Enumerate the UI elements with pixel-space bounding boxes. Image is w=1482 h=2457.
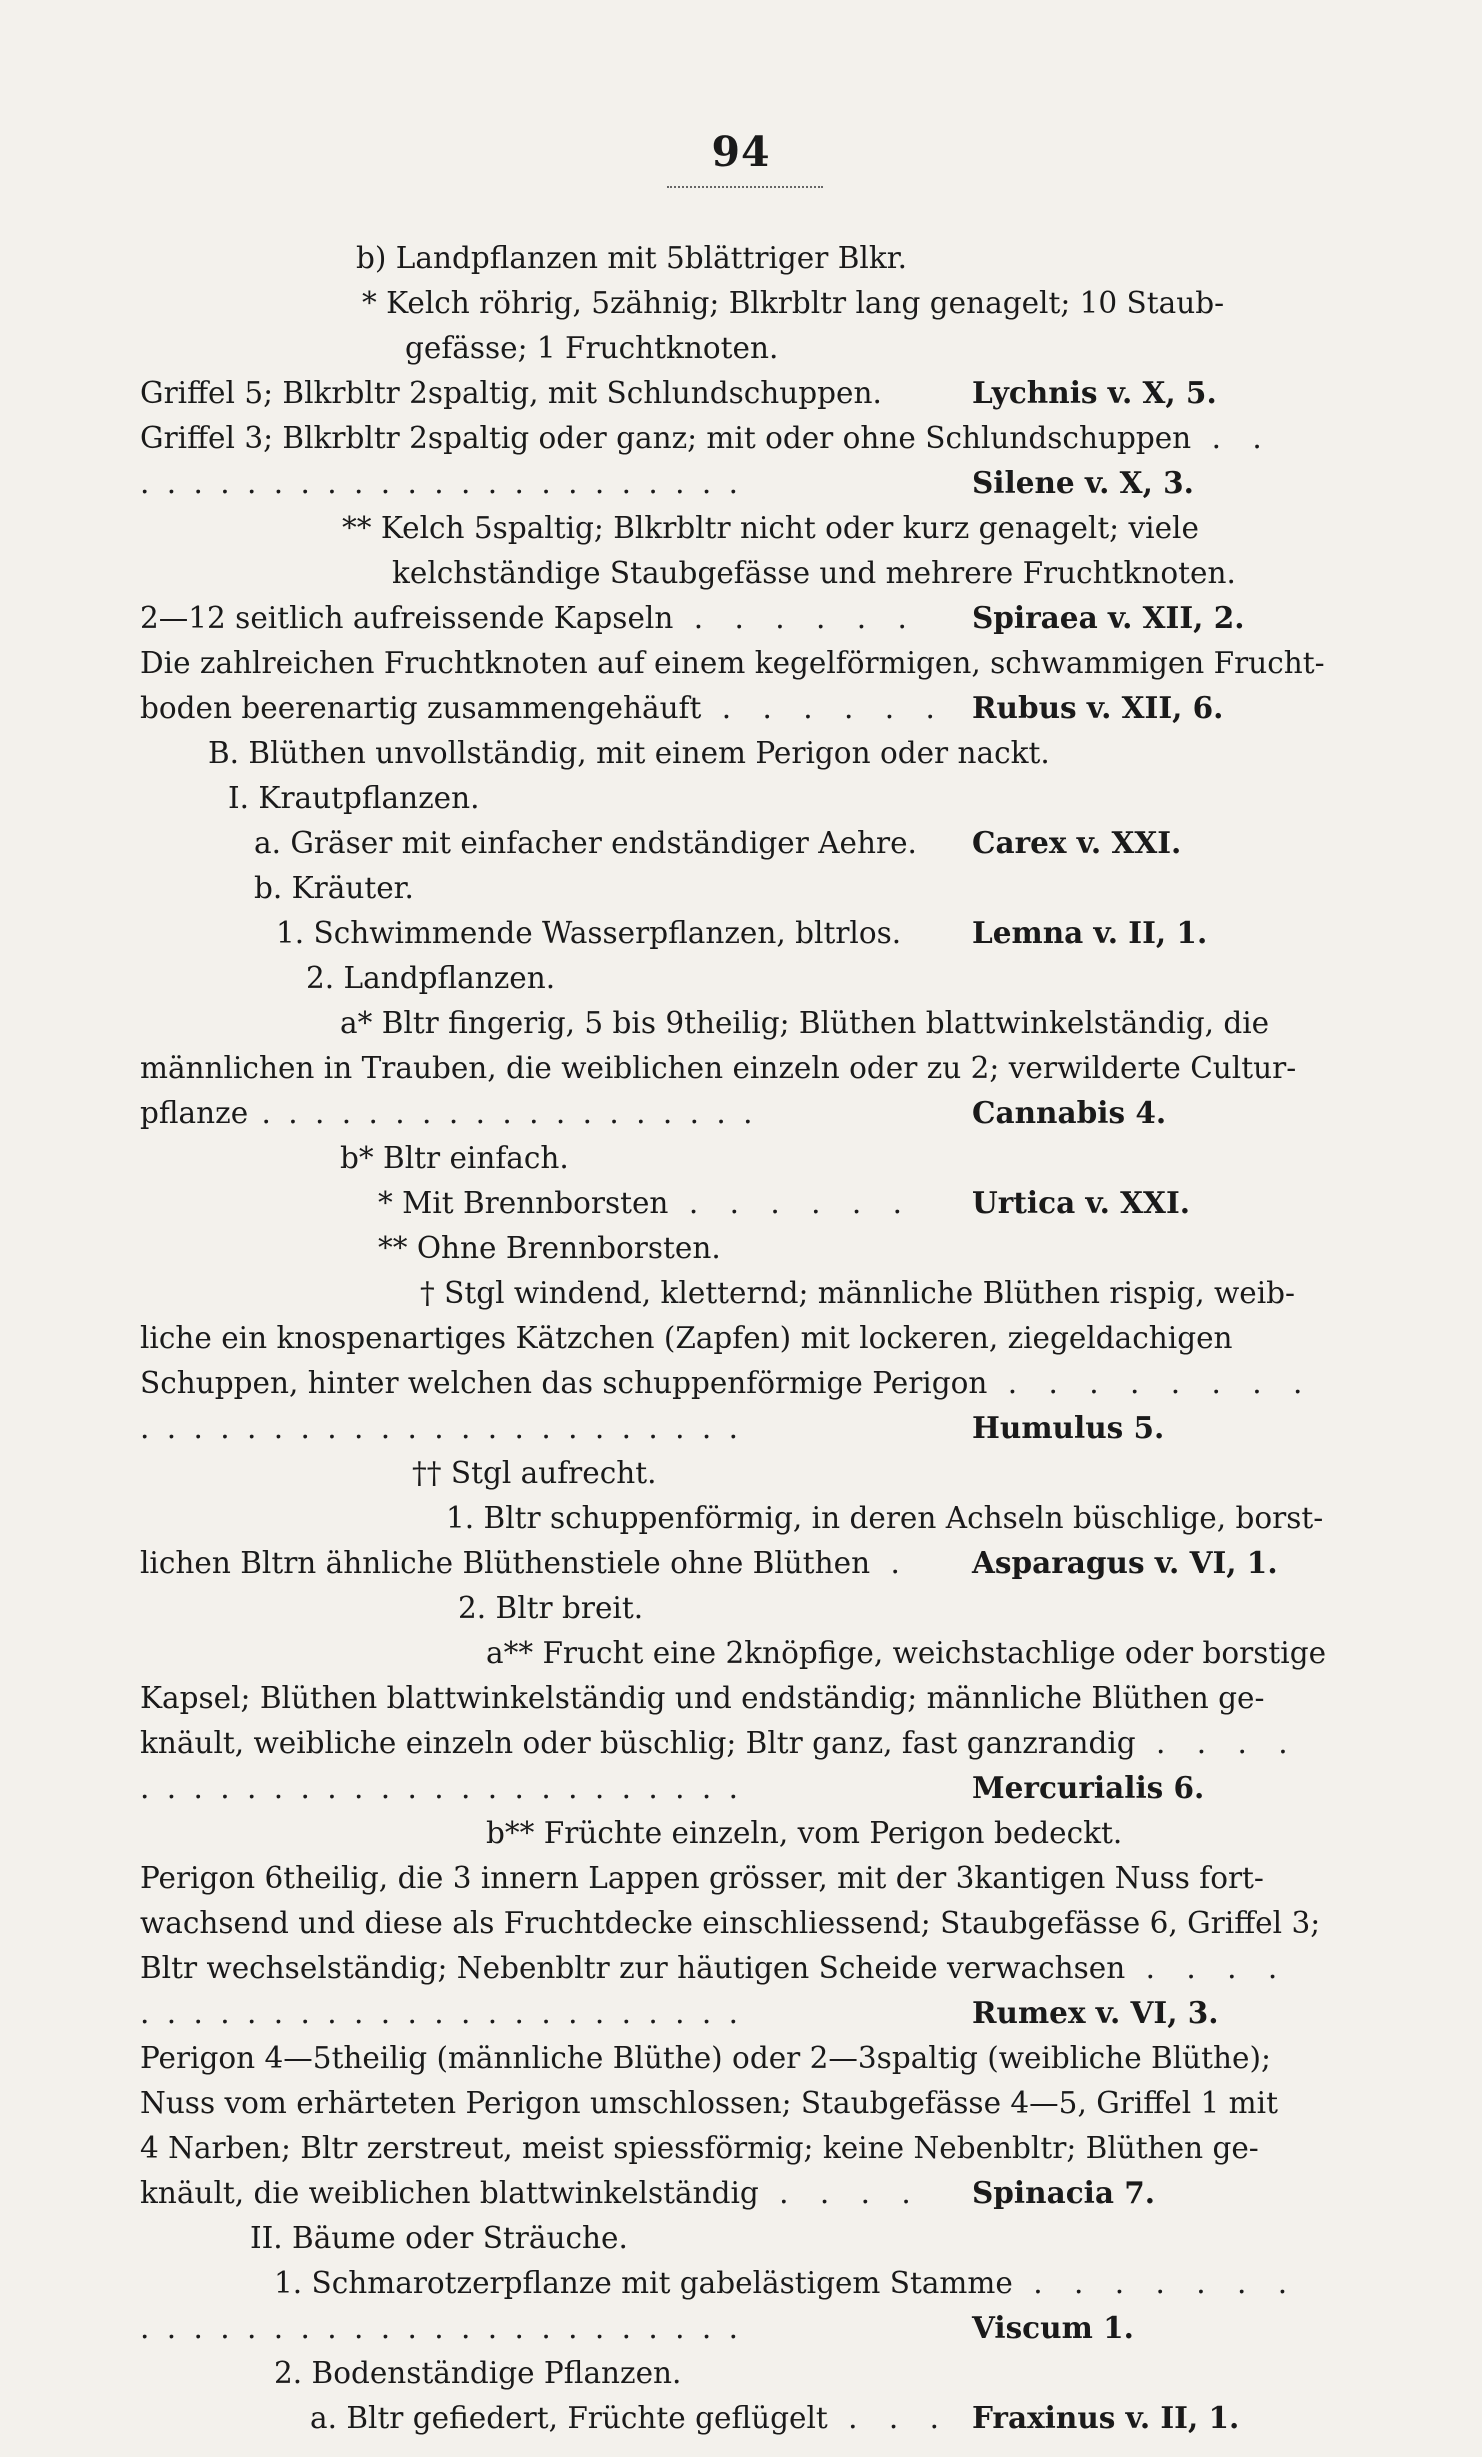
genus-reference: Spiraea v. XII, 2. (972, 600, 1245, 635)
line-text: II. Bäume oder Sträuche. (250, 2221, 628, 2255)
line-text: knäult, weibliche einzeln oder büschlig; Bltr ganz, fast ganzrandig (140, 1726, 1136, 1760)
line-text: lichen Bltrn ähnliche Blüthenstiele ohne Blüthen (140, 1546, 871, 1580)
line-text: 1. Schwimmende Wasserpflanzen, bltrlos. (276, 916, 902, 950)
line-text: männlichen in Trauben, die weiblichen einzeln oder zu 2; verwilderte Cultur- (140, 1051, 1297, 1085)
leader-dots: . . . . . . . . . . . . . . . . . . . . . . . (140, 1996, 742, 2030)
line-text: a* Bltr fingerig, 5 bis 9theilig; Blüthen blattwinkelständig, die (340, 1006, 1270, 1040)
text-line (486, 1631, 1326, 1675)
genus-reference: Rumex v. VI, 3. (972, 1995, 1219, 2030)
genus-reference: Carex v. XXI. (972, 825, 1182, 860)
leader-dots: . . . (827, 2401, 951, 2435)
text-line (378, 1181, 1191, 1225)
genus-reference: Rubus v. XII, 6. (972, 690, 1224, 725)
text-line (254, 821, 1182, 865)
line-text: b) Landpflanzen mit 5blättriger Blkr. (356, 241, 907, 275)
line-text: 2. Landpflanzen. (306, 961, 556, 995)
leader-dots: . . . . (1135, 1726, 1299, 1760)
text-line (342, 506, 1199, 550)
text-line (254, 866, 414, 910)
text-line (446, 1496, 1323, 1540)
text-line (140, 1901, 1320, 1945)
genus-reference: Silene v. X, 3. (972, 465, 1194, 500)
line-text: Bltr wechselständig; Nebenbltr zur häutigen Scheide verwachsen (140, 1951, 1126, 1985)
genus-reference: Viscum 1. (972, 2310, 1134, 2345)
text-line (140, 641, 1325, 685)
leader-dots: . . . . . . (673, 601, 918, 635)
genus-reference: Lychnis v. X, 5. (972, 375, 1217, 410)
text-line (378, 1226, 721, 1270)
genus-reference: Spinacia 7. (972, 2175, 1156, 2210)
text-line (140, 686, 1224, 730)
text-line (140, 461, 1194, 505)
text-line (140, 1541, 1278, 1585)
line-text: 1. Bltr schuppenförmig, in deren Achseln büschlige, borst- (446, 1501, 1324, 1535)
genus-reference: Urtica v. XXI. (972, 1185, 1191, 1220)
text-line (140, 1991, 1219, 2035)
text-line (306, 956, 555, 1000)
line-text: b** Früchte einzeln, vom Perigon bedeckt. (486, 1816, 1123, 1850)
text-line (140, 1676, 1265, 1720)
line-text: * Mit Brennborsten (378, 1186, 669, 1220)
line-text: 2. Bodenständige Pflanzen. (274, 2356, 682, 2390)
text-line (140, 1406, 1165, 1450)
line-text: I. Krautpflanzen. (228, 781, 480, 815)
genus-reference: Lemna v. II, 1. (972, 915, 1208, 950)
line-text: * Kelch röhrig, 5zähnig; Blkrbltr lang genagelt; 10 Staub- (362, 286, 1225, 320)
leader-dots: . . . . . . . . . . . . . . . . . . . . . . . (140, 1771, 742, 1805)
line-text: kelchständige Staubgefässe und mehrere Fruchtknoten. (392, 556, 1236, 590)
leader-dots: . . . . (758, 2176, 922, 2210)
line-text: liche ein knospenartiges Kätzchen (Zapfen) mit lockeren, ziegeldachigen (140, 1321, 1233, 1355)
text-line (140, 2081, 1278, 2125)
text-line (140, 2126, 1259, 2170)
leader-dots: . (870, 1546, 911, 1580)
line-text: †† Stgl aufrecht. (412, 1456, 657, 1490)
line-text: Die zahlreichen Fruchtknoten auf einem kegelförmigen, schwammigen Frucht- (140, 646, 1325, 680)
line-text: ** Kelch 5spaltig; Blkrbltr nicht oder kurz genagelt; viele (342, 511, 1199, 545)
line-text: 4 Narben; Bltr zerstreut, meist spiessförmig; keine Nebenbltr; Blüthen ge- (140, 2131, 1259, 2165)
text-line (276, 911, 1208, 955)
genus-reference: Humulus 5. (972, 1410, 1165, 1445)
line-text: Perigon 6theilig, die 3 innern Lappen grösser, mit der 3kantigen Nuss fort- (140, 1861, 1264, 1895)
text-line (392, 551, 1236, 595)
leader-dots: . . (1191, 421, 1273, 455)
text-line (140, 1766, 1205, 1810)
text-line (140, 2036, 1271, 2080)
text-line (486, 1811, 1122, 1855)
text-line (140, 1361, 1313, 1405)
genus-reference: Fraxinus v. II, 1. (972, 2400, 1240, 2435)
text-line (228, 776, 480, 820)
page-number-rule (667, 186, 823, 188)
leader-dots: . . . . . . . . . . . . . . . . . . . . . . . (140, 1411, 742, 1445)
text-line (405, 326, 778, 370)
line-text: pflanze (140, 1096, 249, 1130)
text-line (356, 236, 907, 280)
line-text: Nuss vom erhärteten Perigon umschlossen; Staubgefässe 4—5, Griffel 1 mit (140, 2086, 1278, 2120)
text-line (140, 596, 1245, 640)
line-text: a** Frucht eine 2knöpfige, weichstachlige oder borstige (486, 1636, 1327, 1670)
leader-dots: . . . . . . (668, 1186, 913, 1220)
leader-dots: . . . . . . . . . . . . . . . . . . . (248, 1096, 757, 1130)
line-text: gefässe; 1 Fruchtknoten. (405, 331, 779, 365)
text-line (310, 2396, 1240, 2440)
text-line (140, 416, 1273, 460)
line-text: wachsend und diese als Fruchtdecke einschliessend; Staubgefässe 6, Griffel 3; (140, 1906, 1321, 1940)
text-line (340, 1136, 569, 1180)
leader-dots: . . . . (1125, 1951, 1289, 1985)
line-text: Kapsel; Blüthen blattwinkelständig und endständig; männliche Blüthen ge- (140, 1681, 1265, 1715)
genus-reference: Asparagus v. VI, 1. (972, 1545, 1278, 1580)
line-text: Griffel 5; Blkrbltr 2spaltig, mit Schlundschuppen. (140, 376, 882, 410)
text-line (140, 1316, 1233, 1360)
genus-reference: Cannabis 4. (972, 1095, 1167, 1130)
text-line (140, 1721, 1299, 1765)
line-text: B. Blüthen unvollständig, mit einem Perigon oder nackt. (208, 736, 1050, 770)
text-line (140, 2171, 1156, 2215)
line-text: knäult, die weiblichen blattwinkelständig (140, 2176, 759, 2210)
text-line (274, 2351, 681, 2395)
line-text: a. Gräser mit einfacher endständiger Aehre. (254, 826, 917, 860)
text-line (208, 731, 1050, 775)
line-text: Griffel 3; Blkrbltr 2spaltig oder ganz; mit oder ohne Schlundschuppen (140, 421, 1192, 455)
text-line (140, 371, 1217, 415)
line-text: ** Ohne Brennborsten. (378, 1231, 721, 1265)
line-text: 2—12 seitlich aufreissende Kapseln (140, 601, 674, 635)
leader-dots: . . . . . . . (1012, 2266, 1299, 2300)
text-line (420, 1271, 1295, 1315)
leader-dots: . . . . . . . . (987, 1366, 1314, 1400)
line-text: a. Bltr gefiedert, Früchte geflügelt (310, 2401, 828, 2435)
line-text: boden beerenartig zusammengehäuft (140, 691, 702, 725)
text-line (140, 1091, 1167, 1135)
line-text: 1. Schmarotzerpflanze mit gabelästigem Stamme (274, 2266, 1013, 2300)
genus-reference: Mercurialis 6. (972, 1770, 1205, 1805)
text-line (140, 2306, 1134, 2350)
line-text: b* Bltr einfach. (340, 1141, 569, 1175)
text-line (250, 2216, 628, 2260)
line-text: † Stgl windend, kletternd; männliche Blüthen rispig, weib- (420, 1276, 1296, 1310)
leader-dots: . . . . . . (701, 691, 946, 725)
line-text: b. Kräuter. (254, 871, 414, 905)
text-line (140, 1856, 1264, 1900)
text-line (140, 1946, 1288, 1990)
text-line (274, 2261, 1298, 2305)
line-text: Schuppen, hinter welchen das schuppenförmige Perigon (140, 1366, 988, 1400)
leader-dots: . . . . . . . . . . . . . . . . . . . . . . . (140, 466, 742, 500)
line-text: Perigon 4—5theilig (männliche Blüthe) oder 2—3spaltig (weibliche Blüthe); (140, 2041, 1271, 2075)
text-line (340, 1001, 1269, 1045)
page-number: 94 (711, 128, 771, 176)
line-text: 2. Bltr breit. (458, 1591, 644, 1625)
text-line (140, 1046, 1296, 1090)
text-line (412, 1451, 656, 1495)
text-line (362, 281, 1224, 325)
text-line (458, 1586, 643, 1630)
leader-dots: . . . . . . . . . . . . . . . . . . . . . . . (140, 2311, 742, 2345)
